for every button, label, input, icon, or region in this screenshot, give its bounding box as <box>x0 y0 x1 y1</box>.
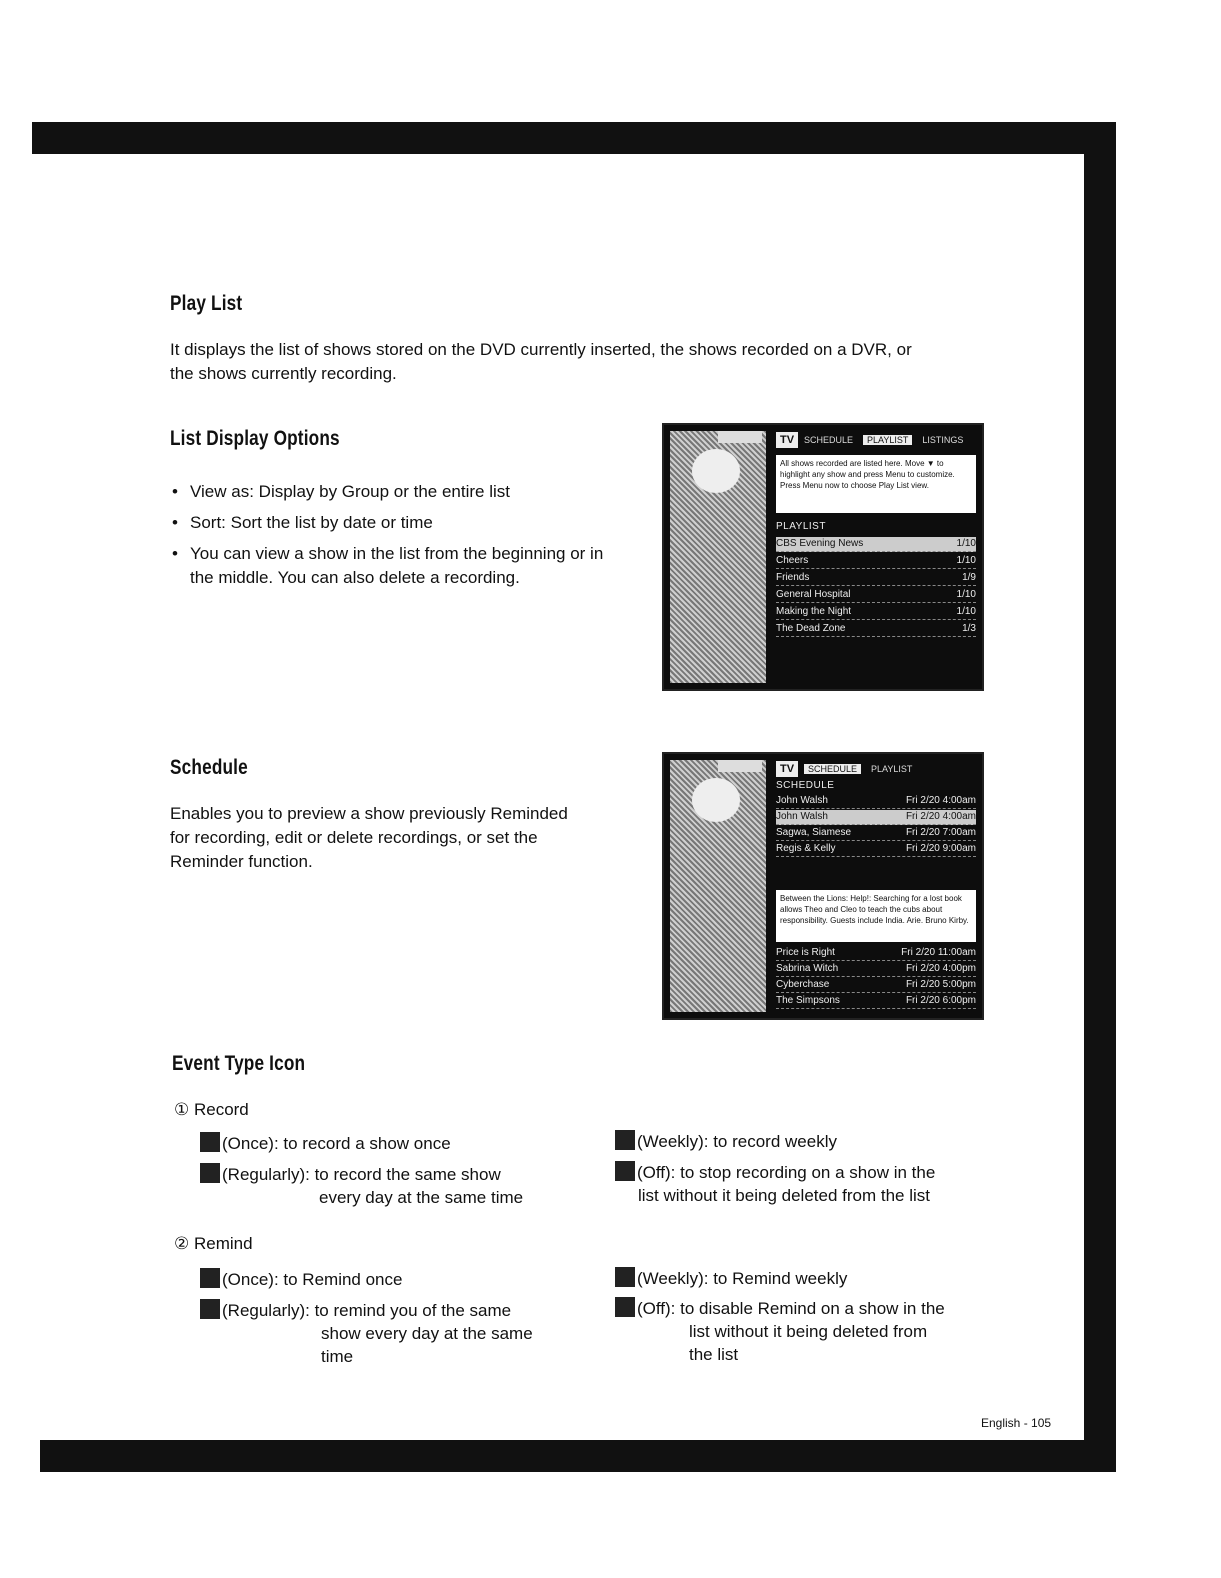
schedule-screenshot <box>662 752 984 1020</box>
remind-regularly: (Regularly): to remind you of the same <box>200 1299 511 1323</box>
table-row: Price is Right Fri 2/20 11:00am <box>776 946 976 961</box>
remind-once: (Once): to Remind once <box>200 1268 402 1292</box>
channel-badge <box>718 760 762 772</box>
record-weekly-icon <box>615 1130 635 1150</box>
remind-off-icon <box>615 1297 635 1317</box>
table-row: Sagwa, Siamese Fri 2/20 7:00am <box>776 826 976 841</box>
tab-playlist: PLAYLIST <box>863 435 912 445</box>
playlist-intro: It displays the list of shows stored on the DVD currently inserted, the shows recorded on a DVR, or the shows currently recording. <box>170 340 912 383</box>
record-regularly: (Regularly): to record the same show <box>200 1163 501 1187</box>
table-row: Making the Night 1/10 <box>776 605 976 620</box>
record-once: (Once): to record a show once <box>200 1132 451 1156</box>
tv-logo: TV <box>776 761 798 777</box>
bottom-black-bar <box>40 1440 1116 1472</box>
remind-weekly: (Weekly): to Remind weekly <box>615 1267 847 1291</box>
playlist-heading: Play List <box>170 292 243 315</box>
tv-tabs <box>804 433 978 447</box>
remind-once-icon <box>200 1268 220 1288</box>
record-off-icon <box>615 1161 635 1181</box>
table-row: General Hospital 1/10 <box>776 588 976 603</box>
page-number: English - 105 <box>981 1416 1052 1430</box>
section-label: SCHEDULE <box>776 780 835 791</box>
schedule-heading: Schedule <box>170 756 248 779</box>
remind-off-cont2: the list <box>689 1345 739 1364</box>
table-row: John Walsh Fri 2/20 4:00am <box>776 810 976 825</box>
info-box: Between the Lions: Help!: Searching for a lost book allows Theo and Cleo to teach the cubs about responsibility. Guests include India. Arie. Bruno Kirby. <box>776 890 976 942</box>
tab-schedule: SCHEDULE <box>804 764 861 774</box>
remind-weekly-icon <box>615 1267 635 1287</box>
table-row: The Dead Zone 1/3 <box>776 622 976 637</box>
table-row: John Walsh Fri 2/20 4:00am <box>776 794 976 809</box>
record-off-cont: list without it being deleted from the list <box>638 1186 930 1205</box>
tab-schedule: SCHEDULE <box>804 435 854 445</box>
section-label: PLAYLIST <box>776 521 826 532</box>
channel-badge <box>718 431 762 443</box>
record-weekly: (Weekly): to record weekly <box>615 1130 837 1154</box>
remind-regularly-icon <box>200 1299 220 1319</box>
list-item: • Sort: Sort the list by date or time <box>170 511 620 535</box>
record-label: ① Record <box>174 1100 249 1119</box>
list-item: • View as: Display by Group or the entire list <box>170 480 620 504</box>
table-row: Cheers 1/10 <box>776 554 976 569</box>
table-row: Friends 1/9 <box>776 571 976 586</box>
tv-logo: TV <box>776 432 798 448</box>
table-row: The Simpsons Fri 2/20 6:00pm <box>776 994 976 1009</box>
list-display-heading: List Display Options <box>170 427 340 450</box>
record-regularly-icon <box>200 1163 220 1183</box>
tab-playlist: PLAYLIST <box>871 764 913 774</box>
table-row: CBS Evening News 1/10 <box>776 537 976 552</box>
list-item: • You can view a show in the list from the beginning or in the middle. You can also delete a recording. <box>170 542 620 590</box>
record-regularly-cont: every day at the same time <box>319 1188 524 1207</box>
remind-regularly-cont: show every day at the same <box>321 1324 533 1343</box>
top-black-bar <box>32 122 1116 154</box>
playlist-screenshot <box>662 423 984 691</box>
preview-thumbnail <box>692 778 740 822</box>
table-row: Cyberchase Fri 2/20 5:00pm <box>776 978 976 993</box>
record-once-icon <box>200 1132 220 1152</box>
list-display-bullets <box>170 480 620 597</box>
schedule-text: Enables you to preview a show previously Reminded for recording, edit or delete recordings, or set the Reminder function. <box>170 804 568 871</box>
remind-off: (Off): to disable Remind on a show in the <box>615 1297 945 1321</box>
right-black-bar <box>1084 122 1116 1468</box>
tv-tabs <box>804 762 978 776</box>
info-box: All shows recorded are listed here. Move ▼ to highlight any show and press Menu to customize. Press Menu now to choose Play List view. <box>776 455 976 513</box>
remind-regularly-cont2: time <box>321 1347 354 1366</box>
record-off: (Off): to stop recording on a show in the <box>615 1161 935 1185</box>
remind-label: ② Remind <box>174 1234 253 1253</box>
preview-thumbnail <box>692 449 740 493</box>
table-row: Sabrina Witch Fri 2/20 4:00pm <box>776 962 976 977</box>
event-icon-heading: Event Type Icon <box>172 1052 306 1075</box>
table-row: Regis & Kelly Fri 2/20 9:00am <box>776 842 976 857</box>
tab-listings: LISTINGS <box>922 435 964 445</box>
remind-off-cont: list without it being deleted from <box>689 1322 928 1341</box>
